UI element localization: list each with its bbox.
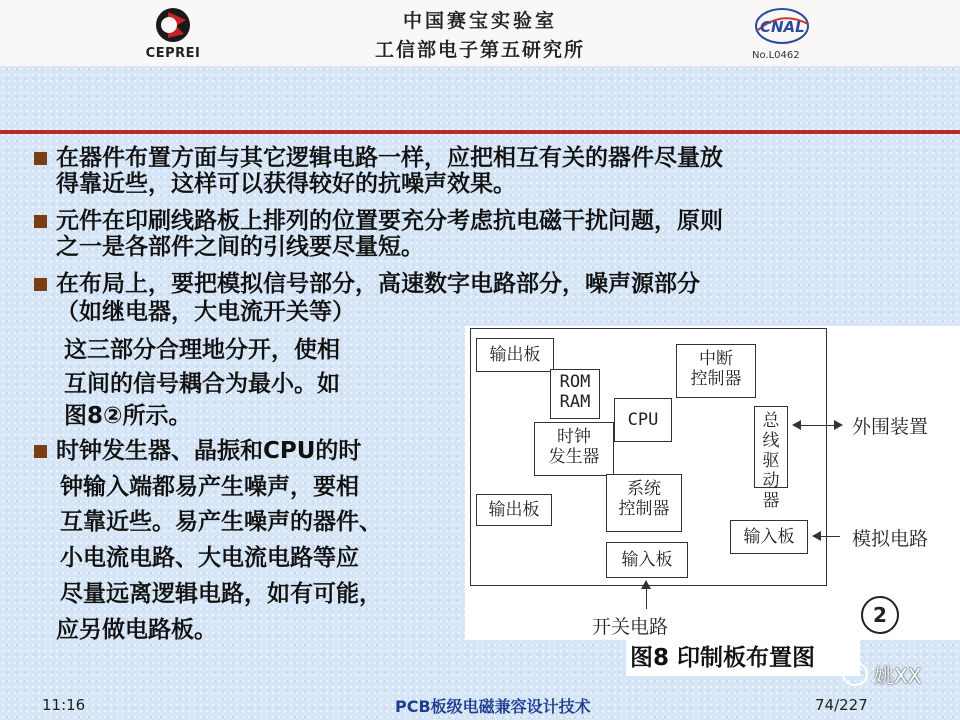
org-line-2: 工信部电子第五研究所 (374, 39, 585, 61)
diagram-clock-generator (534, 422, 614, 476)
bullet-marker-1 (34, 152, 47, 165)
bullet-3-line-5: 图8②所示。 (64, 403, 192, 429)
bullet-3-line-4: 互间的信号耦合为最小。如 (64, 371, 340, 397)
bullet-1-line-2: 得靠近些，这样可以获得较好的抗噪声效果。 (56, 171, 516, 197)
bullet-marker-4 (34, 445, 47, 458)
bullet-4-line-5: 尽量远离逻辑电路，如有可能， (60, 581, 382, 607)
bullet-4-line-6: 应另做电路板。 (56, 617, 217, 643)
rom-label: ROM (559, 372, 591, 392)
interrupt-label-1: 中断 (699, 349, 733, 369)
diagram-system-controller (606, 474, 682, 532)
syscon-label-1: 系统 (627, 479, 661, 499)
organization-name (300, 6, 660, 62)
bullet-2-line-2: 之一是各部件之间的引线要尽量短。 (56, 234, 424, 260)
arrow-right-head-peripheral (834, 420, 843, 430)
bus-label-2: 驱动 (762, 451, 780, 491)
bullet-3-line-2: （如继电器，大电流开关等） (56, 299, 355, 325)
bullet-4-line-1: 时钟发生器、晶振和CPU的时 (56, 438, 362, 464)
ceprei-logo-icon (138, 4, 208, 48)
bullet-1-line-1: 在器件布置方面与其它逻辑电路一样，应把相互有关的器件尽量放 (56, 145, 723, 171)
wechat-icon (842, 662, 868, 686)
footer-page-number: 74/227 (815, 696, 868, 714)
arrow-line-switch (646, 589, 647, 609)
external-switch-label: 开关电路 (592, 616, 669, 638)
interrupt-label-2: 控制器 (690, 369, 742, 389)
external-analog-label: 模拟电路 (852, 528, 929, 550)
bullet-3-line-3: 这三部分合理地分开，使相 (64, 337, 340, 363)
figure-marker-circle: 2 (861, 596, 899, 634)
ceprei-logo (138, 4, 208, 64)
slide-header (0, 0, 960, 66)
diagram-cpu: CPU (614, 398, 672, 442)
diagram-rom-ram (550, 369, 600, 419)
arrow-line-peripheral (800, 425, 834, 426)
diagram-input-board-2: 输入板 (606, 542, 688, 578)
figure-caption: 图8 印制板布置图 (626, 640, 860, 676)
svg-text:CNAL: CNAL (760, 18, 805, 36)
bullet-4-line-3: 互靠近些。易产生噪声的器件、 (60, 509, 382, 535)
bullet-3-line-1: 在布局上，要把模拟信号部分，高速数字电路部分，噪声源部分 (56, 271, 700, 297)
watermark-text: 姚XX (874, 664, 922, 688)
arrow-line-analog (820, 536, 840, 537)
bullet-marker-3 (34, 278, 47, 291)
ram-label: RAM (559, 392, 591, 412)
clock-label-2: 发生器 (548, 447, 600, 467)
diagram-output-board-2: 输出板 (476, 494, 552, 526)
arrow-up-head-switch (641, 580, 651, 589)
cnal-logo-icon (748, 6, 818, 50)
header-divider (0, 130, 960, 134)
cnal-logo-number: No.L0462 (752, 50, 800, 61)
bullet-marker-2 (34, 215, 47, 228)
diagram-output-board-1: 输出板 (476, 338, 554, 372)
bus-label-1: 总线 (762, 411, 780, 451)
external-peripheral-label: 外围装置 (852, 416, 929, 438)
cnal-logo (748, 6, 818, 64)
org-line-1: 中国赛宝实验室 (402, 10, 557, 32)
bus-label-3: 器 (762, 491, 780, 511)
syscon-label-2: 控制器 (618, 499, 670, 519)
diagram-bus-driver (754, 406, 788, 511)
bullet-2-line-1: 元件在印刷线路板上排列的位置要充分考虑抗电磁干扰问题，原则 (56, 208, 723, 234)
diagram-input-board-1: 输入板 (730, 520, 808, 554)
bullet-4-line-2: 钟输入端都易产生噪声，要相 (60, 474, 359, 500)
ceprei-logo-text: CEPREI (145, 46, 201, 61)
diagram-interrupt-controller (676, 344, 756, 398)
clock-label-1: 时钟 (557, 427, 591, 447)
bullet-4-line-4: 小电流电路、大电流电路等应 (60, 545, 359, 571)
footer-title: PCB板级电磁兼容设计技术 (395, 697, 591, 716)
footer-time: 11:16 (42, 696, 86, 714)
